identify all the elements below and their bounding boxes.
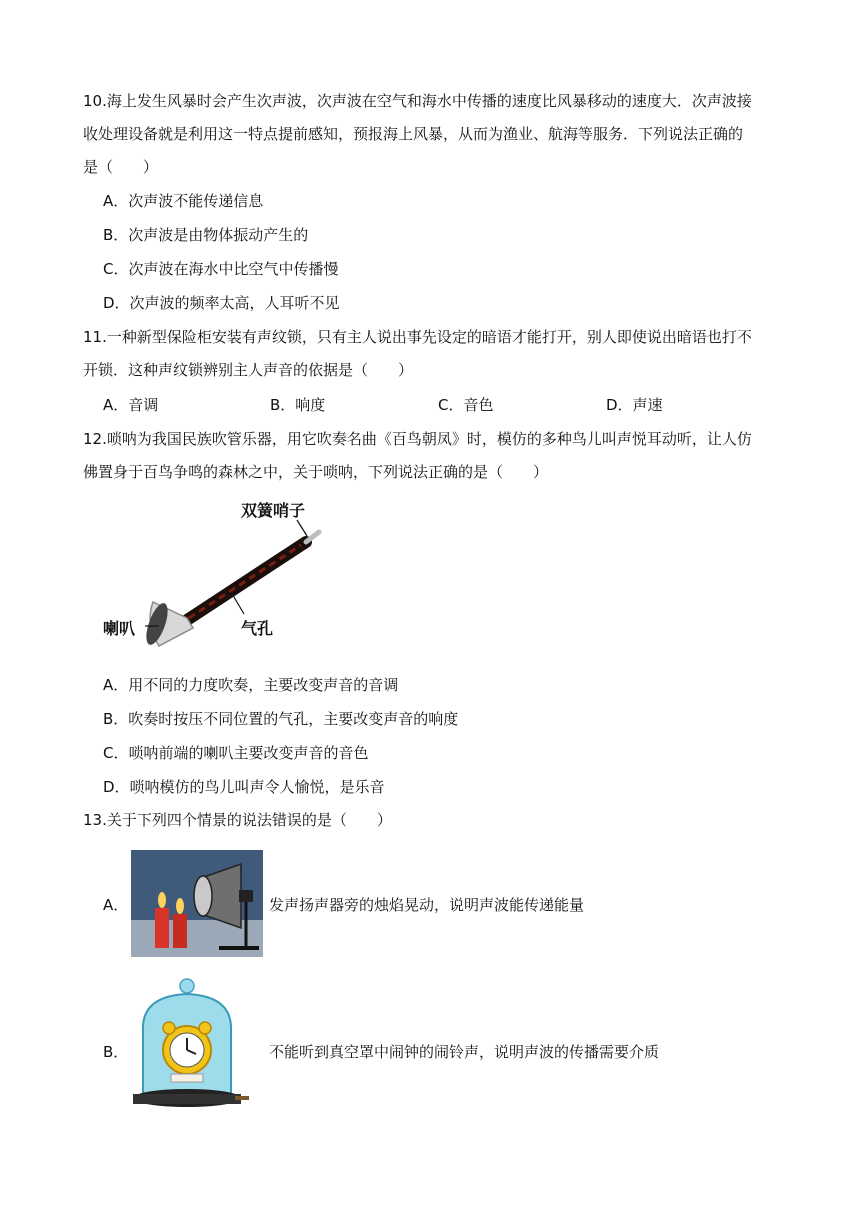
q12-option-c[interactable]: C．唢呐前端的喇叭主要改变声音的音色 [103, 744, 369, 762]
label-reed: 双簧哨子 [241, 501, 306, 520]
q11-stem-line-2: 开锁．这种声纹锁辨别主人声音的依据是（ ） [83, 361, 414, 379]
speaker-candle-photo [131, 850, 263, 957]
bell-jar-clock-photo [131, 976, 251, 1114]
q12-stem-line-1: 12.唢呐为我国民族吹管乐器，用它吹奏名曲《百鸟朝凤》时，模仿的多种鸟儿叫声悦耳动听，让人仿 [83, 430, 752, 448]
q10-stem-line-2: 收处理设备就是利用这一特点提前感知，预报海上风暴，从而为渔业、航海等服务．下列说法正确的 [83, 125, 744, 143]
q11-stem-line-1: 11.一种新型保险柜安装有声纹锁，只有主人说出事先设定的暗语才能打开，别人即使说出暗语也打不 [83, 328, 752, 346]
flame-icon [176, 898, 184, 914]
candle-icon [155, 908, 169, 948]
q13-option-a-letter[interactable]: A． [103, 896, 129, 914]
q13-option-b-letter[interactable]: B． [103, 1043, 129, 1061]
q12-stem-line-2: 佛置身于百鸟争鸣的森林之中，关于唢呐，下列说法正确的是（ ） [83, 463, 549, 481]
q10-stem-line-3: 是（ ） [83, 158, 159, 176]
q11-option-a[interactable]: A．音调 [103, 396, 159, 414]
q10-stem-line-1: 10.海上发生风暴时会产生次声波，次声波在空气和海水中传播的速度比风暴移动的速度大．次声波接 [83, 92, 752, 110]
q12-option-d[interactable]: D．唢呐模仿的鸟儿叫声令人愉悦，是乐音 [103, 778, 385, 796]
q13-stem-line-1: 13.关于下列四个情景的说法错误的是（ ） [83, 811, 392, 829]
q10-option-d[interactable]: D．次声波的频率太高，人耳听不见 [103, 294, 340, 312]
q11-option-b[interactable]: B．响度 [270, 396, 326, 414]
speaker-candle-image [131, 850, 263, 957]
bell-jar-clock-image [131, 976, 251, 1114]
suona-figure [101, 494, 327, 657]
q13-option-a-text[interactable]: 发声扬声器旁的烛焰晃动，说明声波能传递能量 [269, 896, 585, 914]
q10-option-b[interactable]: B．次声波是由物体振动产生的 [103, 226, 309, 244]
label-hole: 气孔 [241, 619, 274, 638]
q12-option-b[interactable]: B．吹奏时按压不同位置的气孔，主要改变声音的响度 [103, 710, 459, 728]
suona-illustration [101, 494, 327, 657]
q11-option-d[interactable]: D．声速 [606, 396, 663, 414]
q13-option-b-text[interactable]: 不能听到真空罩中闹钟的闹铃声，说明声波的传播需要介质 [269, 1043, 660, 1061]
label-horn: 喇叭 [103, 619, 136, 638]
q11-option-c[interactable]: C．音色 [438, 396, 494, 414]
q10-option-c[interactable]: C．次声波在海水中比空气中传播慢 [103, 260, 339, 278]
q12-option-a[interactable]: A．用不同的力度吹奏，主要改变声音的音调 [103, 676, 399, 694]
q10-option-a[interactable]: A．次声波不能传递信息 [103, 192, 264, 210]
